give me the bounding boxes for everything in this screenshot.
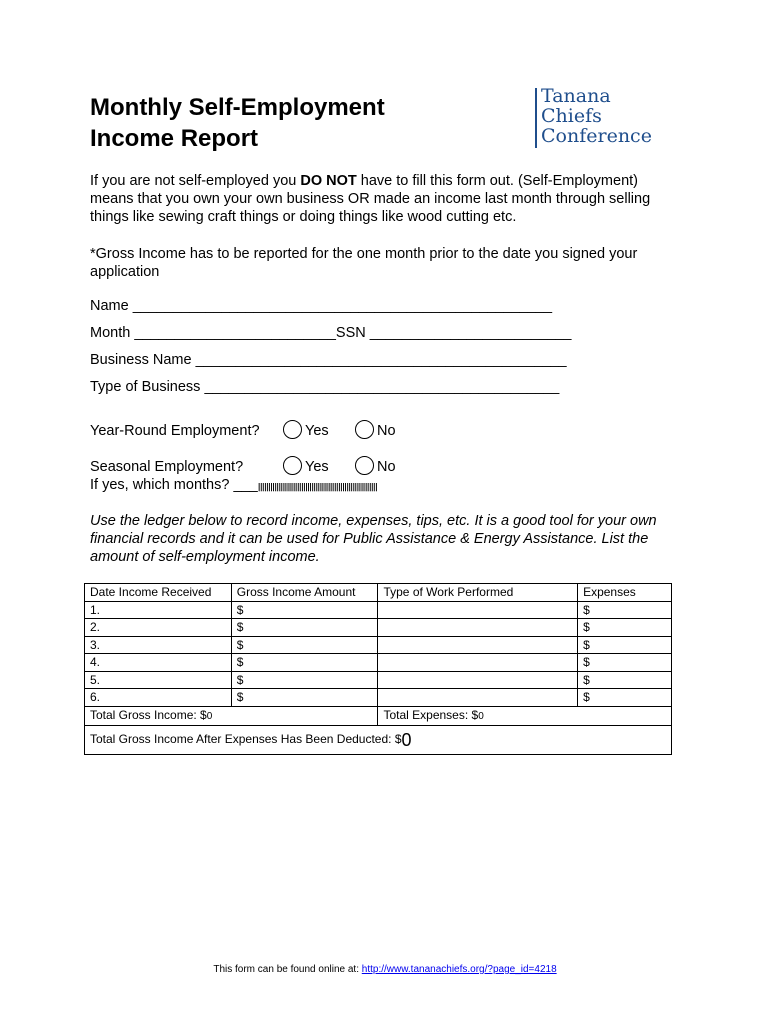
row-gross[interactable]: $ [231,671,378,689]
row-date[interactable]: 2. [85,619,232,637]
row-work[interactable] [378,671,578,689]
row-work[interactable] [378,601,578,619]
seasonal-no-radio[interactable] [355,456,396,475]
net-income-cell [85,725,672,754]
header-gross: Gross Income Amount [231,584,378,602]
ledger-instructions: Use the ledger below to record income, expenses, tips, etc. It is a good tool for your own financial records and it can be used for Public Assistance & Energy Assistance. List the amount of self-employment income. [90,513,657,565]
logo-line-3: Conference [541,125,652,147]
radio-circle-icon[interactable] [355,456,374,475]
footer-link[interactable]: http://www.tananachiefs.org/?page_id=4218 [361,964,557,975]
net-row [85,725,672,754]
table-row [85,636,672,654]
row-date[interactable]: 4. [85,654,232,672]
row-expenses[interactable]: $ [578,654,672,672]
footer [0,964,770,975]
total-gross-value[interactable]: 0 [206,710,213,722]
logo-bar [535,88,537,148]
ledger-header-row [85,584,672,602]
row-work[interactable] [378,689,578,707]
title-line-1: Monthly Self-Employment [90,94,385,121]
row-expenses[interactable]: $ [578,689,672,707]
row-expenses[interactable]: $ [578,601,672,619]
year-round-yes-label: Yes [305,423,329,439]
table-row [85,601,672,619]
income-ledger-table [84,583,672,755]
totals-row [85,706,672,725]
which-months-label: If yes, which months? ___ [90,477,258,493]
row-date[interactable]: 5. [85,671,232,689]
intro-text-1: If you are not self-employed you [90,173,301,189]
table-row [85,619,672,637]
row-date[interactable]: 1. [85,601,232,619]
logo-line-1: Tanana [541,85,611,107]
row-date[interactable]: 6. [85,689,232,707]
footer-text: This form can be found online at: [213,964,362,975]
row-work[interactable] [378,619,578,637]
row-gross[interactable]: $ [231,601,378,619]
total-gross-cell [85,706,378,725]
year-round-row [90,423,260,439]
year-round-no-label: No [377,423,396,439]
row-date[interactable]: 3. [85,636,232,654]
table-row [85,654,672,672]
business-name-field[interactable]: Business Name ______________________________________________ [90,352,567,368]
seasonal-label: Seasonal Employment? [90,459,244,475]
which-months-row [90,477,377,493]
row-work[interactable] [378,636,578,654]
year-round-yes-radio[interactable] [283,420,329,439]
total-expenses-cell [378,706,672,725]
table-row [85,671,672,689]
title-line-2: Income Report [90,125,259,152]
month-ssn-field[interactable]: Month _________________________SSN _________________________ [90,325,572,341]
gross-income-note: *Gross Income has to be reported for the one month prior to the date you signed your application [90,246,638,280]
seasonal-yes-label: Yes [305,459,329,475]
name-field[interactable]: Name ____________________________________________________ [90,298,553,314]
row-work[interactable] [378,654,578,672]
tanana-chiefs-logo [541,86,681,146]
row-gross[interactable]: $ [231,654,378,672]
row-gross[interactable]: $ [231,689,378,707]
radio-circle-icon[interactable] [283,456,302,475]
intro-text-2: have to fill this form out. (Self-Employment) means that you own your own business OR made an income last month through selling things like sewing craft things or doing things like wood cutting etc. [90,173,651,225]
header-work: Type of Work Performed [378,584,578,602]
logo-line-2: Chiefs [541,105,602,127]
year-round-label: Year-Round Employment? [90,423,260,439]
row-expenses[interactable]: $ [578,636,672,654]
row-gross[interactable]: $ [231,636,378,654]
table-row [85,689,672,707]
net-income-value[interactable]: 0 [401,730,412,750]
page-title [90,92,385,154]
row-gross[interactable]: $ [231,619,378,637]
intro-bold: DO NOT [300,173,357,189]
type-of-business-field[interactable]: Type of Business ____________________________________________ [90,379,560,395]
total-expenses-value[interactable]: 0 [478,710,484,722]
header-expenses: Expenses [578,584,672,602]
row-expenses[interactable]: $ [578,671,672,689]
intro-paragraph [90,172,680,226]
header-date: Date Income Received [85,584,232,602]
row-expenses[interactable]: $ [578,619,672,637]
radio-circle-icon[interactable] [355,420,374,439]
which-months-input[interactable]: ꞁꞁꞁꞁꞁꞁꞁꞁꞁꞁꞁꞁꞁꞁꞁꞁꞁꞁꞁꞁꞁꞁꞁꞁꞁꞁꞁꞁꞁꞁꞁꞁꞁꞁꞁꞁꞁꞁꞁꞁꞁꞁꞁꞁꞁꞁꞁꞁꞁꞁꞁꞁꞁꞁꞁꞁꞁꞁ [257,479,377,492]
seasonal-yes-radio[interactable] [283,456,329,475]
net-income-label: Total Gross Income After Expenses Has Been Deducted: $ [90,732,402,746]
year-round-no-radio[interactable] [355,420,396,439]
total-gross-label: Total Gross Income: $ [90,707,207,722]
seasonal-no-label: No [377,459,396,475]
radio-circle-icon[interactable] [283,420,302,439]
total-expenses-label: Total Expenses: $ [383,707,479,722]
